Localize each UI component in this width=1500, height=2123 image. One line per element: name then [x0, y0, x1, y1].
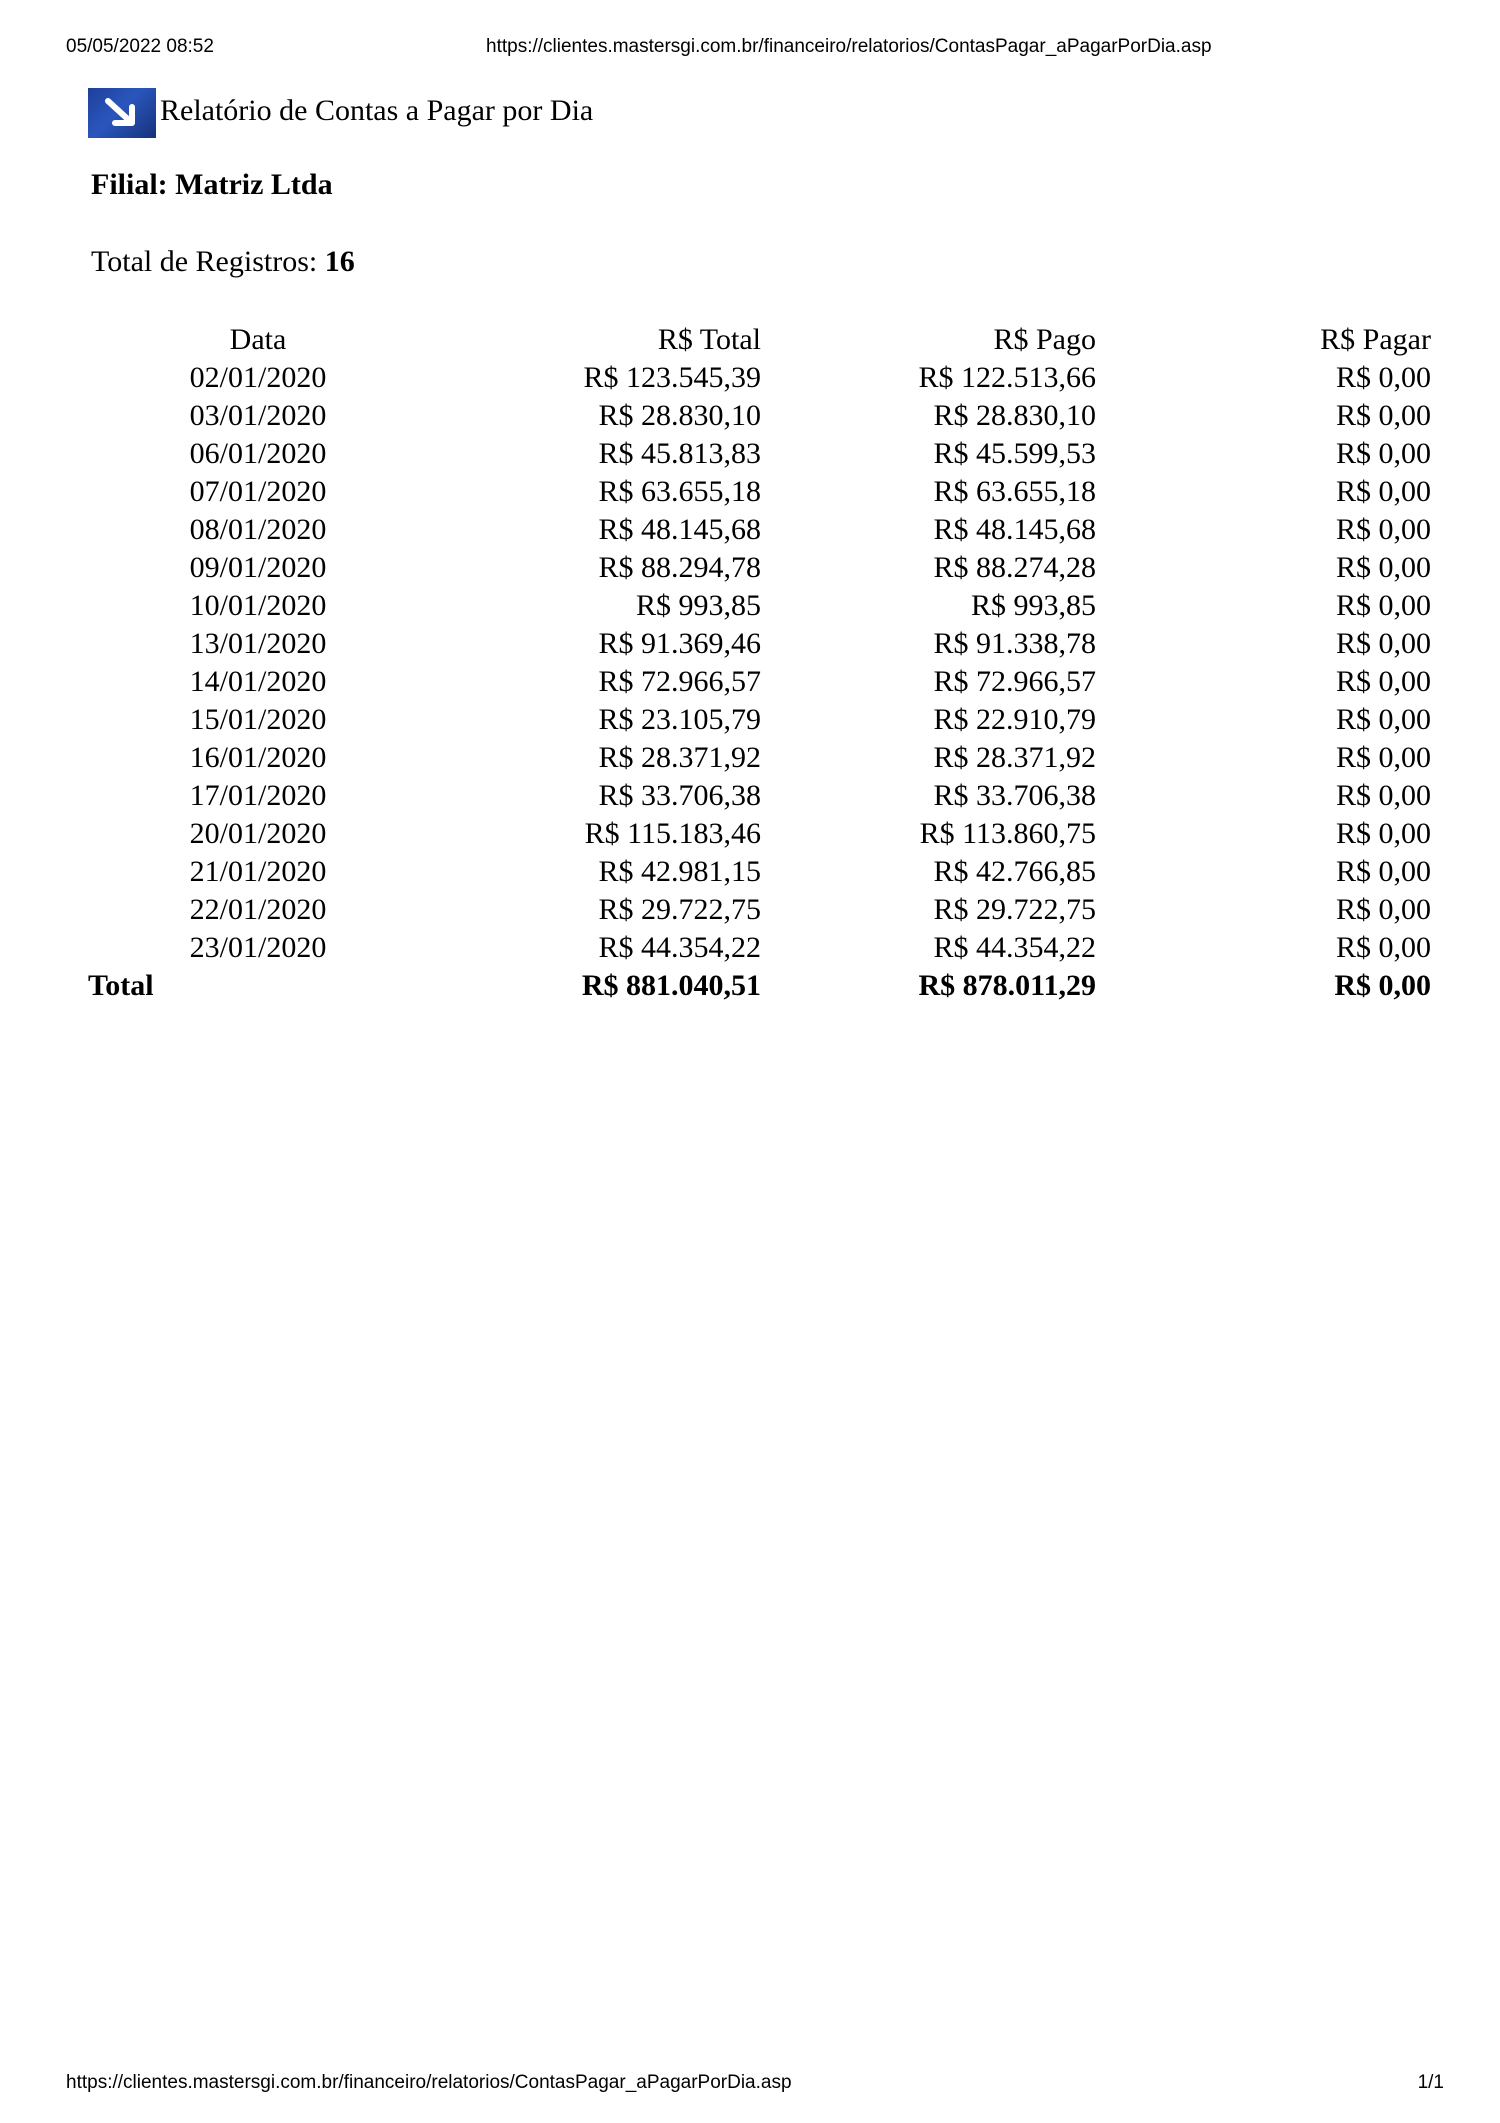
header-pagar: R$ Pagar: [1320, 323, 1431, 356]
cell-data: 21/01/2020: [189, 855, 327, 888]
cell-pago: R$ 42.766,85: [933, 855, 1096, 888]
total-registros-value: 16: [324, 245, 355, 278]
cell-data: 09/01/2020: [189, 551, 327, 584]
header-total: R$ Total: [657, 323, 761, 356]
cell-total: R$ 993,85: [635, 589, 761, 622]
cell-data: 22/01/2020: [189, 893, 327, 926]
cell-data: 06/01/2020: [189, 437, 327, 470]
cell-pago: R$ 63.655,18: [933, 475, 1096, 508]
cell-data: 20/01/2020: [189, 817, 327, 850]
cell-pagar: R$ 0,00: [1335, 779, 1431, 812]
total-label: Total: [88, 969, 154, 1002]
cell-data: 07/01/2020: [189, 475, 327, 508]
print-datetime: 05/05/2022 08:52: [66, 36, 214, 57]
cell-pago: R$ 88.274,28: [933, 551, 1096, 584]
cell-pago: R$ 993,85: [970, 589, 1096, 622]
header-data: Data: [229, 323, 287, 356]
cell-pagar: R$ 0,00: [1335, 855, 1431, 888]
table-row: [88, 473, 1431, 511]
cell-total: R$ 123.545,39: [583, 361, 761, 394]
cell-total: R$ 28.830,10: [598, 399, 761, 432]
cell-data: 15/01/2020: [189, 703, 327, 736]
total-registros: [91, 245, 355, 279]
cell-total: R$ 23.105,79: [598, 703, 761, 736]
cell-total: R$ 63.655,18: [598, 475, 761, 508]
cell-pagar: R$ 0,00: [1335, 817, 1431, 850]
filial-label: Filial: Matriz Ltda: [91, 168, 333, 201]
cell-pago: R$ 72.966,57: [933, 665, 1096, 698]
cell-pagar: R$ 0,00: [1335, 665, 1431, 698]
total-row: [88, 967, 1431, 1005]
cell-pagar: R$ 0,00: [1335, 399, 1431, 432]
table-row: [88, 891, 1431, 929]
cell-pago: R$ 91.338,78: [933, 627, 1096, 660]
cell-total: R$ 72.966,57: [598, 665, 761, 698]
cell-data: 08/01/2020: [189, 513, 327, 546]
cell-pago: R$ 48.145,68: [933, 513, 1096, 546]
print-footer-url: https://clientes.mastersgi.com.br/financeiro/relatorios/ContasPagar_aPagarPorDia.asp: [66, 2072, 792, 2093]
total-sum-pago: R$ 878.011,29: [918, 969, 1096, 1002]
cell-data: 14/01/2020: [189, 665, 327, 698]
total-sum-total: R$ 881.040,51: [581, 969, 761, 1002]
cell-pagar: R$ 0,00: [1335, 361, 1431, 394]
cell-pago: R$ 122.513,66: [918, 361, 1096, 394]
cell-total: R$ 88.294,78: [598, 551, 761, 584]
cell-total: R$ 115.183,46: [584, 817, 761, 850]
cell-pagar: R$ 0,00: [1335, 437, 1431, 470]
cell-total: R$ 91.369,46: [598, 627, 761, 660]
cell-pagar: R$ 0,00: [1335, 703, 1431, 736]
table-row: [88, 435, 1431, 473]
cell-data: 10/01/2020: [189, 589, 327, 622]
print-header: [0, 36, 1500, 66]
cell-total: R$ 44.354,22: [598, 931, 761, 964]
cell-pago: R$ 45.599,53: [933, 437, 1096, 470]
cell-pago: R$ 28.830,10: [933, 399, 1096, 432]
cell-pagar: R$ 0,00: [1335, 893, 1431, 926]
table-row: [88, 701, 1431, 739]
cell-pago: R$ 44.354,22: [933, 931, 1096, 964]
cell-pago: R$ 22.910,79: [933, 703, 1096, 736]
table-row: [88, 587, 1431, 625]
report-title: Relatório de Contas a Pagar por Dia: [160, 94, 594, 127]
cell-data: 17/01/2020: [189, 779, 327, 812]
cell-total: R$ 45.813,83: [598, 437, 761, 470]
table-row: [88, 777, 1431, 815]
cell-pagar: R$ 0,00: [1335, 931, 1431, 964]
table-row: [88, 397, 1431, 435]
print-footer: [0, 2072, 1500, 2102]
table-body: [88, 359, 1431, 1005]
cell-data: 13/01/2020: [189, 627, 327, 660]
table-row: [88, 625, 1431, 663]
arrow-down-right-icon: [88, 88, 156, 138]
table-header-row: [88, 321, 1431, 359]
cell-pagar: R$ 0,00: [1335, 475, 1431, 508]
print-header-url: https://clientes.mastersgi.com.br/financeiro/relatorios/ContasPagar_aPagarPorDia.asp: [486, 36, 1212, 57]
table-row: [88, 929, 1431, 967]
table-row: [88, 853, 1431, 891]
table-row: [88, 511, 1431, 549]
cell-pago: R$ 28.371,92: [933, 741, 1096, 774]
table-row: [88, 359, 1431, 397]
table-row: [88, 815, 1431, 853]
cell-pago: R$ 33.706,38: [933, 779, 1096, 812]
cell-pagar: R$ 0,00: [1335, 551, 1431, 584]
cell-total: R$ 48.145,68: [598, 513, 761, 546]
cell-pagar: R$ 0,00: [1335, 627, 1431, 660]
cell-data: 16/01/2020: [189, 741, 327, 774]
cell-total: R$ 29.722,75: [598, 893, 761, 926]
table-row: [88, 663, 1431, 701]
total-sum-pagar: R$ 0,00: [1334, 969, 1431, 1002]
total-registros-label: Total de Registros:: [91, 245, 318, 278]
cell-pago: R$ 113.860,75: [919, 817, 1096, 850]
table-row: [88, 549, 1431, 587]
cell-pagar: R$ 0,00: [1335, 589, 1431, 622]
cell-total: R$ 33.706,38: [598, 779, 761, 812]
report-title-row: [88, 88, 593, 138]
cell-data: 23/01/2020: [189, 931, 327, 964]
cell-data: 03/01/2020: [189, 399, 327, 432]
cell-pagar: R$ 0,00: [1335, 513, 1431, 546]
table-row: [88, 739, 1431, 777]
cell-data: 02/01/2020: [189, 361, 327, 394]
cell-pagar: R$ 0,00: [1335, 741, 1431, 774]
cell-total: R$ 28.371,92: [598, 741, 761, 774]
report-table: [88, 321, 1431, 1005]
cell-total: R$ 42.981,15: [598, 855, 761, 888]
header-pago: R$ Pago: [993, 323, 1096, 356]
cell-pago: R$ 29.722,75: [933, 893, 1096, 926]
page-number: 1/1: [1417, 2072, 1444, 2093]
